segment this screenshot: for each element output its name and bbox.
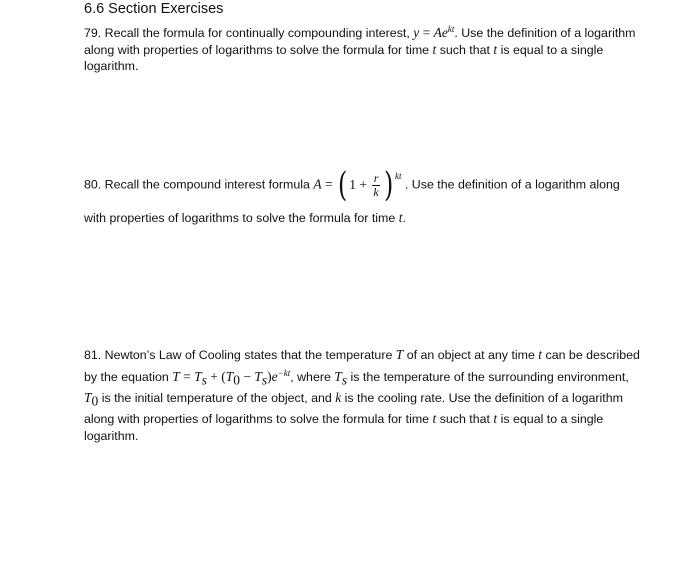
p80-one-plus: 1 + (349, 177, 371, 192)
p81-text-h: such that (436, 411, 494, 426)
p81-text-g: is the cooling rate. Use the definition of a logarithm along with properties of logarithms to solve the formula for time (84, 390, 623, 426)
p81-eq-e: e (271, 368, 278, 384)
p81-eq-plus: + ( (206, 368, 226, 384)
section-title: 6.6 Section Exercises (84, 1, 224, 17)
p81-eq-equals: = (179, 368, 195, 384)
p81-text-b: of an object at any time (403, 348, 539, 362)
p81-var-T: T (395, 347, 404, 362)
p80-text-b: . Use the definition of a logarithm along with properties of logarithms to solve the formula for time (84, 177, 620, 225)
p79-formula-ae: Ae (433, 25, 448, 41)
p80-paren-open: ( (337, 165, 348, 205)
p80-formula-eq: = (321, 176, 336, 192)
p81-eq-s-subscript: s (201, 372, 207, 388)
p81-eq-s-subscript-2: s (261, 372, 268, 388)
p81-eq-minus: − (239, 368, 255, 384)
p81-text-e: is the temperature of the surrounding environment, (347, 369, 629, 384)
p79-formula-eq: = (419, 25, 434, 41)
problem-81 (84, 346, 644, 446)
p81-text-i: is equal to a single logarithm. (84, 411, 604, 444)
p81-eq-T0: T (225, 368, 234, 384)
p81-var-k: k (335, 389, 342, 405)
problem-79 (84, 22, 644, 75)
p81-eq-Ts: T (194, 368, 202, 384)
p81-where-s-subscript: s (341, 372, 348, 388)
p81-eq-exponent: −kt (277, 367, 291, 378)
p81-text-c: can be described by the equation (84, 348, 640, 384)
p79-text-b: . Use the definition of a logarithm along with properties of logarithms to solve the formula for time (84, 26, 636, 57)
p80-paren-close: ) (383, 165, 393, 205)
p81-eq-close: ) (267, 368, 272, 384)
p80-text-a: 80. Recall the compound interest formula (84, 177, 314, 192)
p79-text-d: is equal to a single logarithm. (84, 42, 604, 73)
p81-text-a: 81. Newton’s Law of Cooling states that the temperature (84, 348, 396, 362)
p80-frac-numerator: r (373, 170, 379, 185)
p80-fraction (372, 172, 379, 199)
p80-formula-body (336, 165, 402, 205)
p81-where-0-subscript: 0 (91, 393, 99, 409)
p80-text-c: . (402, 211, 406, 225)
p79-var-t-2: t (493, 41, 498, 57)
p81-eq-Ts-2: T (254, 368, 262, 384)
p80-frac-denominator: k (373, 184, 379, 199)
p79-formula-exponent: kt (447, 24, 455, 34)
p79-text-a: 79. Recall the formula for continually compounding interest, (84, 26, 414, 41)
p79-formula-y: y (413, 25, 420, 41)
p81-eq-T: T (172, 368, 180, 384)
p80-var-t: t (398, 210, 403, 225)
p81-text-f: is the initial temperature of the object, and (98, 390, 336, 405)
p79-var-t: t (432, 41, 437, 57)
p81-var-t-2: t (432, 410, 437, 426)
p81-where-Ts: T (334, 368, 342, 384)
p81-eq-0-subscript: 0 (233, 372, 240, 388)
p81-var-t-3: t (493, 410, 498, 426)
p80-formula-exponent: kt (394, 171, 402, 181)
p81-text-d: , where (290, 369, 335, 384)
p81-where-T0: T (84, 389, 92, 405)
p80-formula-a: A (313, 176, 322, 192)
p79-text-c: such that (436, 42, 494, 57)
problem-80 (84, 165, 644, 234)
p81-var-t: t (538, 347, 543, 362)
